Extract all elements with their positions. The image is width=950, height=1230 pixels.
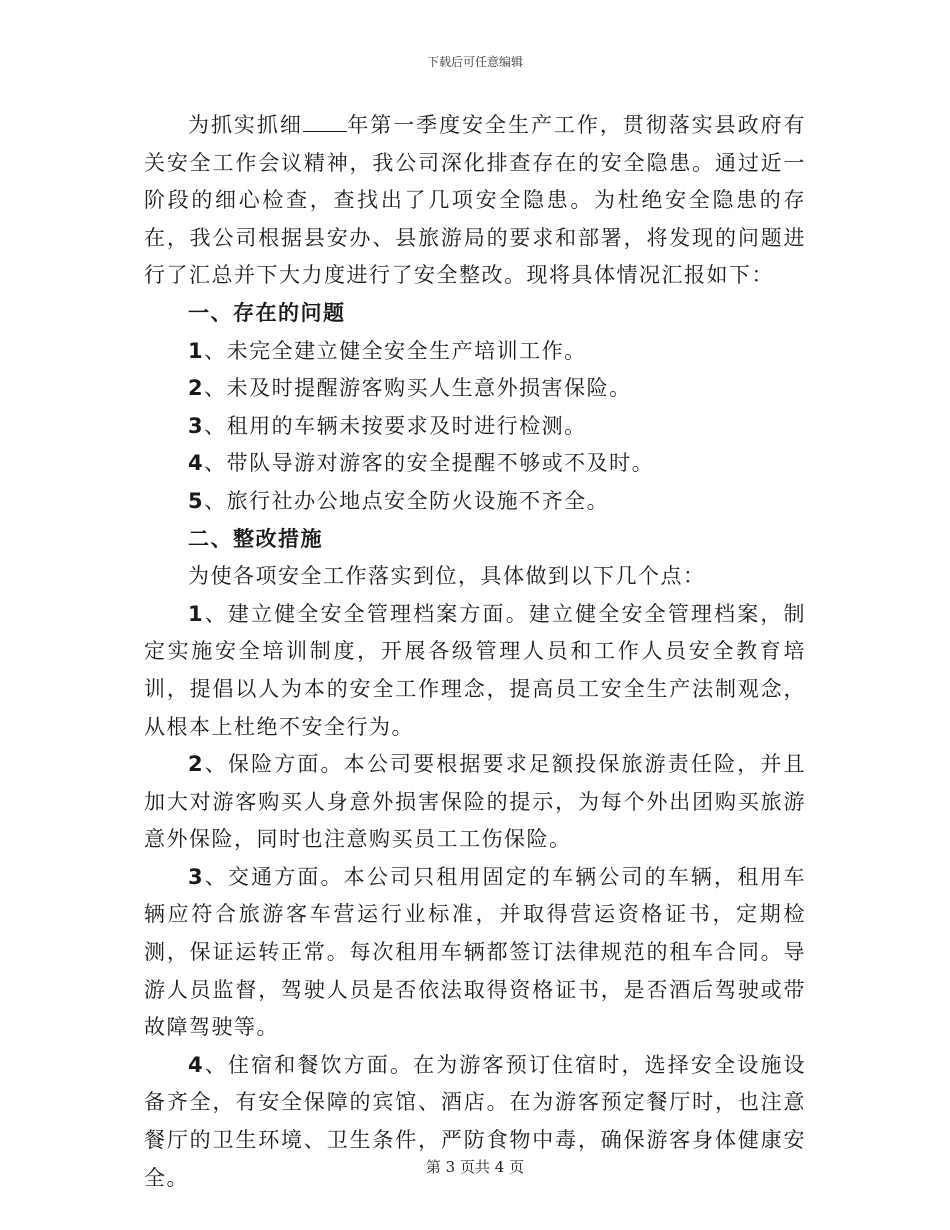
problem-item <box>144 445 806 483</box>
item-number: 3 <box>188 413 205 438</box>
problem-item <box>144 370 806 408</box>
item-text: 、带队导游对游客的安全提醒不够或不及时。 <box>204 451 655 476</box>
item-number: 4 <box>188 1052 205 1077</box>
problem-item <box>144 483 806 521</box>
item-number: 2 <box>188 376 205 401</box>
section-heading-measures: 二、整改措施 <box>188 526 323 551</box>
measure-item <box>144 746 806 859</box>
item-text: 、租用的车辆未按要求及时进行检测。 <box>204 413 587 438</box>
page-number: 第 3 页共 4 页 <box>425 1158 525 1176</box>
item-number: 3 <box>188 864 205 889</box>
year-blank <box>303 113 347 132</box>
section-heading-problems: 一、存在的问题 <box>188 300 346 325</box>
item-number: 2 <box>188 752 205 777</box>
item-number: 1 <box>188 601 205 626</box>
intro-text-rest: 年第一季度安全生产工作，贯彻落实县政府有关安全工作会议精神，我公司深化排查存在的安全隐患。通过近一阶段的细心检查，查找出了几项安全隐患。为杜绝安全隐患的存在，我公司根据县安办、县旅游局的要求和部署，将发现的问题进行了汇总并下大力度进行了安全整改。现将具体情况汇报如下： <box>144 113 807 288</box>
item-number: 4 <box>188 451 205 476</box>
measure-item <box>144 596 806 746</box>
item-text: 、住宿和餐饮方面。在为游客预订住宿时，选择安全设施设备齐全，有安全保障的宾馆、酒店。在为游客预定餐厅时，也注意餐厅的卫生环境、卫生条件，严防食物中毒，确保游客身体健康安全。 <box>144 1052 806 1190</box>
item-text: 、未完全建立健全安全生产培训工作。 <box>204 338 587 363</box>
intro-paragraph <box>144 107 806 295</box>
document-body <box>144 107 806 1197</box>
item-number: 1 <box>188 338 205 363</box>
download-note: 下载后可任意编辑 <box>426 55 523 69</box>
measures-lead: 为使各项安全工作落实到位，具体做到以下几个点： <box>188 564 706 589</box>
item-text: 、保险方面。本公司要根据要求足额投保旅游责任险，并且加大对游客购买人身意外损害保险的提示，为每个外出团购买旅游意外保险，同时也注意购买员工工伤保险。 <box>144 752 806 852</box>
item-text: 、旅行社办公地点安全防火设施不齐全。 <box>204 488 610 513</box>
item-text: 、未及时提醒游客购买人生意外损害保险。 <box>204 376 632 401</box>
item-text: 、建立健全安全管理档案方面。建立健全安全管理档案，制定实施安全培训制度，开展各级管理人员和工作人员安全教育培训，提倡以人为本的安全工作理念，提高员工安全生产法制观念，从根本上杜绝不安全行为。 <box>144 601 806 739</box>
problem-item <box>144 408 806 446</box>
intro-text-start: 为抓实抓细 <box>188 113 303 137</box>
item-number: 5 <box>188 488 205 513</box>
measure-item <box>144 859 806 1047</box>
problem-item <box>144 333 806 371</box>
item-text: 、交通方面。本公司只租用固定的车辆公司的车辆，租用车辆应符合旅游客车营运行业标准，并取得营运资格证书，定期检测，保证运转正常。每次租用车辆都签订法律规范的租车合同。导游人员监督，驾驶人员是否依法取得资格证书，是否酒后驾驶或带故障驾驶等。 <box>144 864 806 1040</box>
